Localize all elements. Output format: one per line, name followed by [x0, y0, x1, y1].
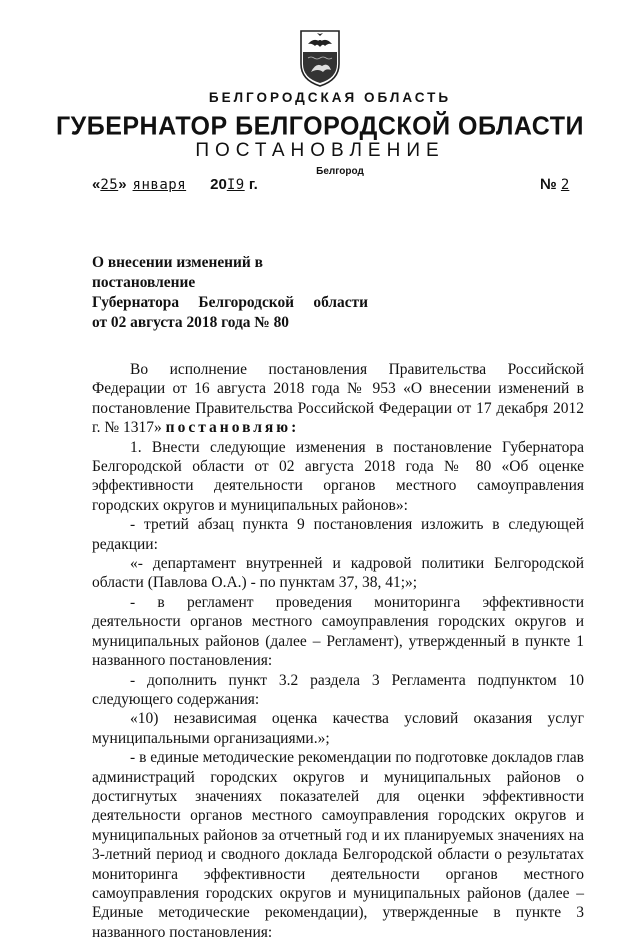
date-year-prefix: 20 [210, 176, 227, 193]
city-label: Белгород [316, 166, 364, 177]
date-month: января [132, 177, 187, 193]
date-close-quote: » [118, 176, 127, 193]
subject-line-3: от 02 августа 2018 года № 80 [92, 314, 289, 331]
document-number [540, 176, 569, 193]
date-year-suffix: I9 [226, 177, 245, 193]
document-body [92, 360, 584, 942]
body-paragraph-1: 1. Внести следующие изменения в постановление Губернатора Белгородской области от 02 августа 2018 года № 80 «Об оценке эффективности деятельности органов местного самоуправления городских округов и муниципальных районов»: [92, 438, 584, 514]
body-paragraph-7: - в единые методические рекомендации по подготовке докладов глав администраций городских округов и муниципальных районов о достигнутых значениях показателей для оценки эффективности деятельности органов местного самоуправления городских округов и муниципальных районов за отчетный год и их планируемых значениях на 3-летний период и сводного доклада Белгородской области о результатах мониторинга эффективности деятельности органов местного самоуправления городских округов и муниципальных районов (далее – Единые методические рекомендации), утвержденные в пункте 3 названного постановления: [92, 749, 584, 941]
subject-line-1: О внесении изменений в постановление [92, 254, 263, 291]
coat-of-arms-icon [298, 28, 342, 88]
body-paragraph-5: - дополнить пункт 3.2 раздела 3 Регламента подпунктом 10 следующего содержания: [92, 671, 584, 708]
document-subject [92, 253, 368, 333]
document-date [92, 176, 258, 193]
body-paragraph-3: «- департамент внутренней и кадровой политики Белгородской области (Павлова О.А.) - по пунктам 37, 38, 41;»; [92, 555, 584, 592]
governor-heading: ГУБЕРНАТОР БЕЛГОРОДСКОЙ ОБЛАСТИ [56, 111, 584, 141]
date-year-mark: г. [248, 176, 258, 193]
intro-text: Во исполнение постановления Правительства Российской Федерации от 16 августа 2018 года № 953 «О внесении изменений в постановление Правительства Российской Федерации от 17 декабря 2012 г. № 1317» [92, 361, 584, 437]
decree-word: постановляю: [165, 419, 300, 437]
date-open-quote: « [92, 176, 101, 193]
subject-line-2: Губернатора Белгородской области [92, 294, 368, 311]
body-intro [92, 360, 584, 438]
document-type-heading: ПОСТАНОВЛЕНИЕ [195, 140, 445, 161]
number-label: № [540, 176, 557, 193]
body-paragraph-2: - третий абзац пункта 9 постановления изложить в следующей редакции: [92, 516, 584, 553]
date-day: 25 [100, 177, 119, 193]
number-value: 2 [560, 177, 570, 193]
region-heading: БЕЛГОРОДСКАЯ ОБЛАСТЬ [208, 90, 452, 105]
body-paragraph-6: «10) независимая оценка качества условий оказания услуг муниципальными организациями.»; [92, 710, 584, 747]
body-paragraph-4: - в регламент проведения мониторинга эффективности деятельности органов местного самоуправления городских округов и муниципальных районов (далее – Регламент), утвержденный в пункте 1 названного постановления: [92, 593, 584, 670]
